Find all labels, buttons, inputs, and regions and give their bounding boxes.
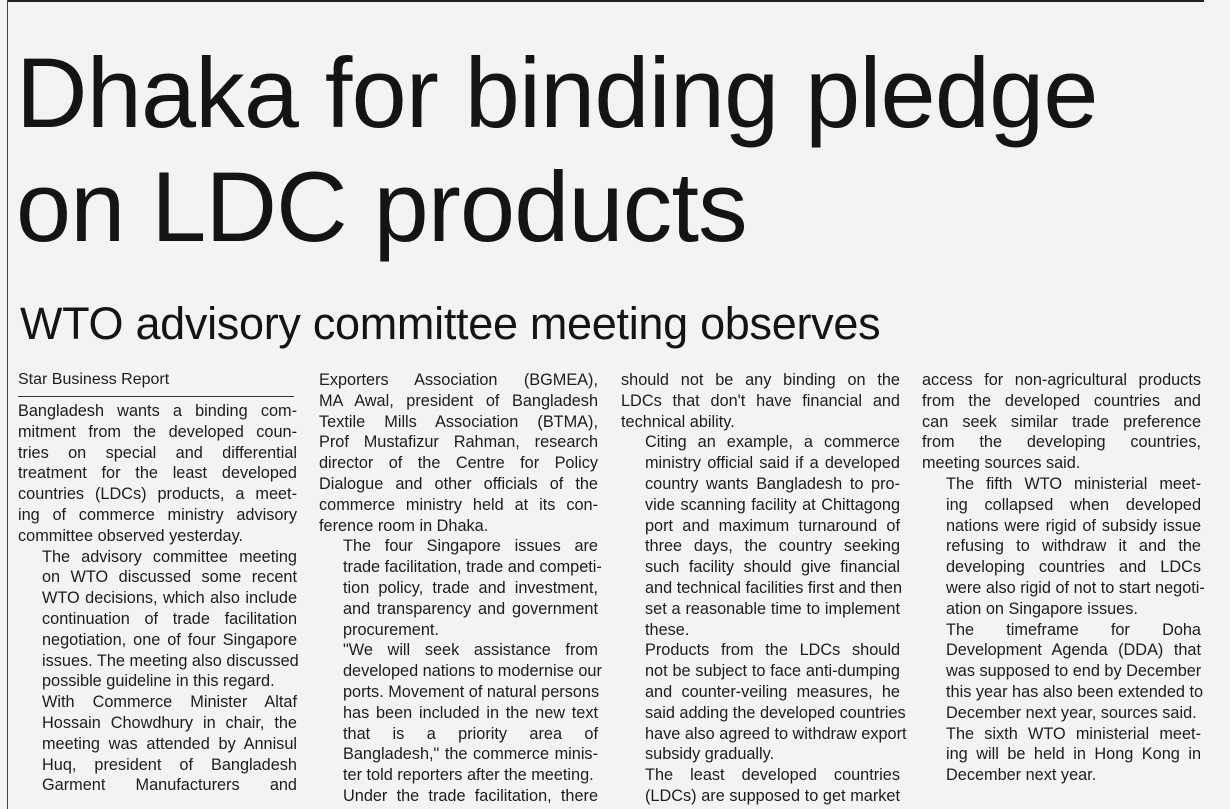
text-line: Huq, president of Bangladesh xyxy=(42,755,297,774)
text-line: Exporters Association (BGMEA), xyxy=(319,371,598,389)
text-line: tries on special and differential xyxy=(18,443,297,462)
text-line: Prof Mustafizur Rahman, research xyxy=(319,433,598,452)
text-line: not be subject to face anti-dumping xyxy=(645,662,900,681)
text-line: Products from the LDCs should xyxy=(645,641,900,660)
left-rule xyxy=(7,0,8,809)
text-line: The fifth WTO ministerial meet- xyxy=(946,474,1201,493)
text-line: vide scanning facility at Chittagong xyxy=(645,495,900,514)
text-line: access for non-agricultural products xyxy=(922,371,1201,389)
article-paragraph xyxy=(922,474,1205,620)
text-line: ing collapsed when developed xyxy=(946,495,1201,514)
text-line: continuation of trade facilitation xyxy=(42,609,297,628)
text-line: countries (LDCs) products, a meet- xyxy=(18,485,297,504)
article-column-1 xyxy=(18,370,297,796)
article-paragraph xyxy=(319,536,602,640)
text-line: have also agreed to withdraw export xyxy=(645,724,907,743)
text-line: meeting sources said. xyxy=(922,454,1081,473)
text-line: The timeframe for Doha xyxy=(946,620,1201,639)
text-line: WTO decisions, which also include xyxy=(42,589,297,608)
text-line: Dialogue and other officials of the xyxy=(319,474,598,493)
text-line: has been included in the new text xyxy=(343,703,598,722)
article-paragraph xyxy=(621,432,903,640)
article-paragraph xyxy=(922,724,1201,786)
text-line: said adding the developed countries xyxy=(645,703,906,722)
headline xyxy=(16,36,1216,264)
text-line: LDCs that don't have financial and xyxy=(621,391,900,410)
article-paragraph xyxy=(621,765,900,807)
text-line: Development Agenda (DDA) that xyxy=(946,641,1201,660)
text-line: was supposed to end by December xyxy=(946,662,1202,681)
text-line: subsidy gradually. xyxy=(645,745,775,764)
text-line: trade facilitation, trade and competi- xyxy=(343,558,602,577)
text-line: developed nations to modernise our xyxy=(343,662,602,681)
text-line: The sixth WTO ministerial meet- xyxy=(946,724,1201,743)
text-line: issues. The meeting also discussed xyxy=(42,651,299,670)
subheadline: WTO advisory committee meeting observes xyxy=(20,298,881,349)
article-paragraph xyxy=(621,370,900,432)
text-line: Textile Mills Association (BTMA), xyxy=(319,412,598,431)
article-column-4 xyxy=(922,370,1205,786)
text-line: ports. Movement of natural persons xyxy=(343,682,600,701)
text-line: The least developed countries xyxy=(645,766,900,785)
text-line: ing of commerce ministry advisory xyxy=(18,505,297,524)
text-line: committee observed yesterday. xyxy=(18,526,244,545)
text-line: possible guideline in this regard. xyxy=(42,672,275,691)
text-line: December next year, sources said. xyxy=(946,703,1197,722)
article-column-2 xyxy=(319,370,602,807)
text-line: Bangladesh," the commerce minis- xyxy=(343,745,598,764)
text-line: such facility should give financial xyxy=(645,558,900,577)
text-line: that is a priority area of xyxy=(343,724,598,743)
text-line: December next year. xyxy=(946,766,1097,785)
text-line: were also rigid of not to start negoti- xyxy=(946,578,1205,597)
text-line: ministry official said if a developed xyxy=(645,454,900,473)
text-line: ation on Singapore issues. xyxy=(946,599,1138,618)
text-line: these. xyxy=(645,620,690,639)
text-line: can seek similar trade preference xyxy=(922,412,1201,431)
text-line: from the developed countries and xyxy=(922,391,1201,410)
text-line: and technical facilities first and then xyxy=(645,578,903,597)
text-line: set a reasonable time to implement xyxy=(645,599,900,618)
text-line: MA Awal, president of Bangladesh xyxy=(319,391,598,410)
article-paragraph xyxy=(922,370,1201,474)
article-paragraph xyxy=(319,786,598,807)
text-line: and counter-veiling measures, he xyxy=(645,682,900,701)
text-line: on WTO discussed some recent xyxy=(42,568,297,587)
article-column-3 xyxy=(621,370,907,807)
text-line: and transparency and government xyxy=(343,599,598,618)
headline-line-2: on LDC products xyxy=(16,151,747,262)
text-line: The four Singapore issues are xyxy=(343,537,598,556)
article-paragraph xyxy=(621,640,907,765)
text-line: nations were rigid of subsidy issue xyxy=(946,516,1201,535)
article-paragraph xyxy=(18,692,297,796)
text-line: meeting was attended by Annisul xyxy=(42,734,297,753)
text-line: "We will seek assistance from xyxy=(343,641,598,660)
text-line: three days, the country seeking xyxy=(645,537,900,556)
text-line: ter told reporters after the meeting. xyxy=(343,766,594,785)
text-line: negotiation, one of four Singapore xyxy=(42,630,297,649)
text-line: should not be any binding on the xyxy=(621,371,900,389)
article-paragraph xyxy=(18,401,297,547)
text-line: ing will be held in Hong Kong in xyxy=(946,745,1201,764)
text-line: from the developing countries, xyxy=(922,433,1201,452)
text-line: developing countries and LDCs xyxy=(946,558,1201,577)
text-line: Garment Manufacturers and xyxy=(42,776,297,795)
text-line: port and maximum turnaround of xyxy=(645,516,900,535)
text-line: tion policy, trade and investment, xyxy=(343,578,598,597)
text-line: mitment from the developed coun- xyxy=(18,422,297,441)
text-line: (LDCs) are supposed to get market xyxy=(645,786,900,805)
text-line: Citing an example, a commerce xyxy=(645,433,900,452)
text-line: commerce ministry held at its con- xyxy=(319,495,598,514)
text-line: refusing to withdraw it and the xyxy=(946,537,1201,556)
text-line: procurement. xyxy=(343,620,439,639)
text-line: The advisory committee meeting xyxy=(42,547,297,566)
article-paragraph xyxy=(922,620,1204,724)
text-line: this year has also been extended to xyxy=(946,682,1204,701)
text-line: Hossain Chowdhury in chair, the xyxy=(42,713,297,732)
text-line: With Commerce Minister Altaf xyxy=(42,693,297,712)
byline: Star Business Report xyxy=(18,370,294,397)
text-line: director of the Centre for Policy xyxy=(319,454,598,473)
article-paragraph xyxy=(18,547,297,693)
top-rule xyxy=(8,0,1204,2)
text-line: Bangladesh wants a binding com- xyxy=(18,402,297,420)
article-paragraph xyxy=(319,370,598,536)
text-line: ference room in Dhaka. xyxy=(319,516,489,535)
text-line: technical ability. xyxy=(621,412,735,431)
text-line: country wants Bangladesh to pro- xyxy=(645,474,900,493)
text-line: Under the trade facilitation, there xyxy=(343,786,598,805)
article-paragraph xyxy=(319,640,602,786)
headline-line-1: Dhaka for binding pledge xyxy=(16,37,1098,148)
text-line: treatment for the least developed xyxy=(18,464,297,483)
